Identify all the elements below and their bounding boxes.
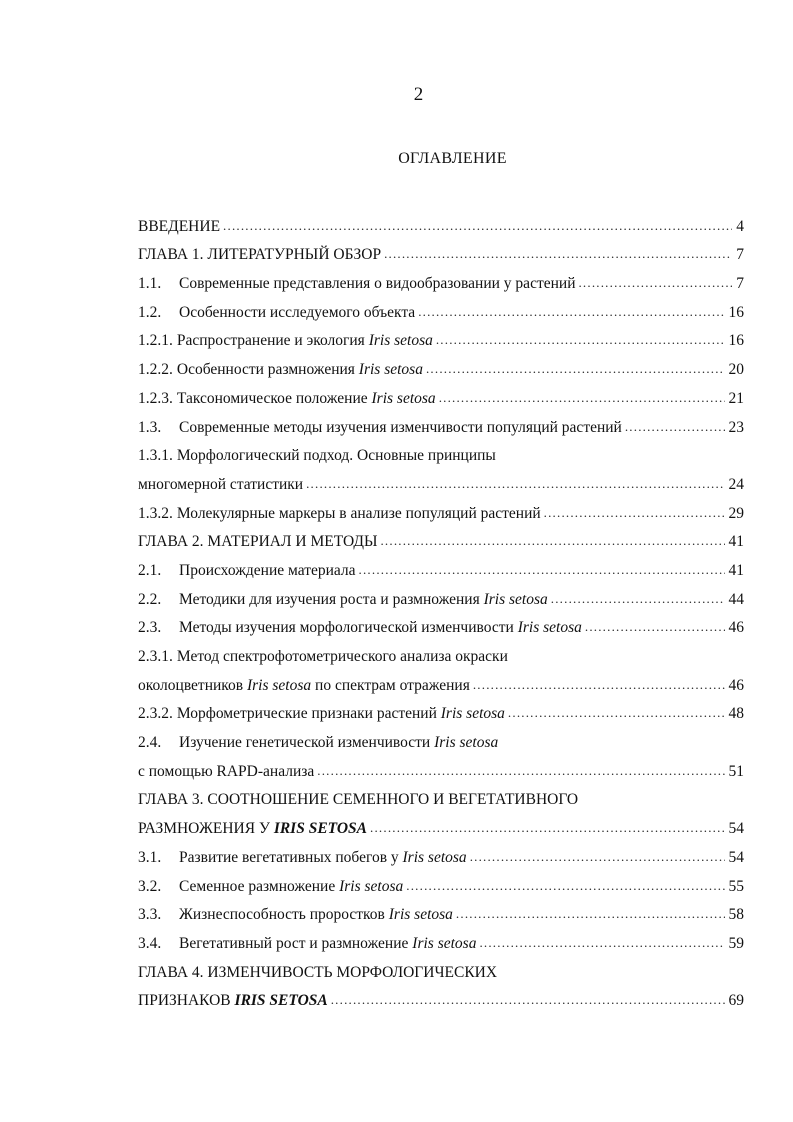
toc-entry-page: 46: [728, 619, 744, 637]
toc-entry-text: [138, 934, 479, 954]
toc-entry-title-text: Таксономическое положение: [176, 389, 372, 407]
toc-entry-number: 1.2.1.: [138, 332, 173, 350]
toc-leader-dots: [406, 876, 724, 897]
toc-entry-text: [138, 475, 306, 495]
toc-entry-text: [138, 360, 426, 380]
toc-entry-page: 48: [728, 705, 744, 723]
toc-entry: [138, 610, 744, 639]
toc-leader-dots: [384, 244, 732, 265]
toc-entry-title-text: ГЛАВА 1. ЛИТЕРАТУРНЫЙ ОБЗОР: [138, 246, 382, 264]
toc-entry-number: 1.3.1.: [138, 447, 173, 465]
toc-entry: [138, 925, 744, 954]
toc-entry-page: 29: [728, 504, 744, 522]
toc-entry-text: [138, 446, 499, 466]
toc-entry: [138, 524, 744, 553]
toc-entry-text: [138, 877, 406, 897]
toc-leader-dots: [426, 359, 725, 380]
toc-entry-number: 1.3.: [138, 418, 162, 436]
toc-entry-title-text: Молекулярные маркеры в анализе популяций растений: [176, 504, 541, 522]
toc-entry: [138, 208, 744, 237]
toc-entry-page: 21: [728, 389, 744, 407]
toc-entry-text: [138, 991, 331, 1011]
toc-entry-species: Iris setosa: [517, 619, 582, 637]
toc-entry-title: [179, 849, 467, 866]
toc-entry: [138, 237, 744, 266]
table-of-contents: [138, 208, 744, 1011]
toc-leader-dots: [359, 560, 725, 581]
toc-entry-page: 46: [728, 676, 744, 694]
toc-entry-page: 59: [728, 934, 744, 952]
toc-entry-title-text: Изучение генетической изменчивости: [179, 734, 435, 752]
toc-entry-text: [138, 418, 625, 438]
toc-entry-title: [138, 820, 367, 837]
toc-entry-number: 2.4.: [138, 734, 162, 752]
toc-entry-species: Iris setosa: [371, 389, 436, 407]
toc-entry-title-text: Распространение и экология: [176, 332, 369, 350]
toc-entry: [138, 438, 744, 467]
toc-entry-title: [138, 533, 377, 550]
toc-entry-text: [138, 217, 223, 237]
toc-entry-text: [138, 762, 317, 782]
toc-entry-species: Iris setosa: [440, 705, 505, 723]
toc-entry: [138, 667, 744, 696]
toc-entry: [138, 552, 744, 581]
toc-entry-title: [177, 705, 505, 722]
toc-entry-page: 69: [728, 992, 744, 1010]
toc-entry-title: [177, 361, 423, 378]
toc-entry: [138, 466, 744, 495]
toc-entry-number: 2.3.1.: [138, 648, 173, 665]
toc-entry-title: [179, 906, 453, 923]
toc-entry: [138, 954, 744, 983]
toc-leader-dots: [370, 818, 724, 839]
toc-entry-title-text: Особенности исследуемого объекта: [179, 303, 416, 321]
toc-entry-title-text: Жизнеспособность проростков: [179, 906, 389, 924]
toc-entry-species: IRIS SETOSA: [234, 992, 328, 1010]
toc-entry-text: [138, 331, 436, 351]
toc-entry-text: [138, 963, 500, 983]
toc-entry-title: [179, 619, 582, 636]
toc-entry-title-text: Современные представления о видообразовании у растений: [179, 275, 576, 293]
toc-entry-title: [138, 677, 470, 694]
toc-entry-number: 3.4.: [138, 934, 162, 952]
toc-entry: [138, 323, 744, 352]
toc-entry-species: Iris setosa: [402, 848, 467, 866]
toc-entry-text: [138, 245, 384, 265]
toc-entry-title-text: Морфологический подход. Основные принципы: [176, 447, 496, 465]
toc-entry-text: [138, 733, 501, 753]
toc-entry-text: [138, 676, 473, 696]
toc-entry-number: 1.1.: [138, 275, 162, 293]
toc-entry-page: 4: [736, 217, 744, 235]
toc-entry-title-text: ГЛАВА 2. МАТЕРИАЛ И МЕТОДЫ: [138, 533, 378, 551]
toc-entry-number: 1.2.2.: [138, 361, 173, 379]
toc-entry-title: [177, 505, 541, 522]
toc-entry-title-text: Морфометрические признаки растений: [176, 705, 441, 723]
toc-entry-title: [179, 562, 356, 579]
toc-entry-text: [138, 618, 585, 638]
toc-entry-title-text: Особенности размножения: [176, 361, 359, 379]
toc-entry-species: Iris setosa: [412, 934, 477, 952]
toc-entry-title: [177, 447, 496, 464]
toc-entry-number: 3.1.: [138, 848, 162, 866]
toc-entry-title-text: Семенное размножение: [179, 877, 340, 895]
toc-entry-text: [138, 561, 359, 581]
toc-entry-title: [138, 218, 220, 235]
toc-entry-text: [138, 819, 370, 839]
toc-entry: [138, 897, 744, 926]
toc-entry-species: IRIS SETOSA: [273, 820, 368, 838]
toc-entry-text: [138, 704, 508, 724]
toc-title: ОГЛАВЛЕНИЕ: [398, 150, 507, 167]
toc-leader-dots: [544, 503, 725, 524]
toc-leader-dots: [306, 474, 724, 495]
toc-entry-page: 44: [728, 590, 744, 608]
toc-entry-species: Iris setosa: [246, 676, 312, 694]
toc-entry-text: [138, 504, 544, 524]
toc-entry: [138, 810, 744, 839]
toc-entry-title-text: Развитие вегетативных побегов у: [179, 848, 403, 866]
toc-entry-number: 3.2.: [138, 877, 162, 895]
toc-entry-page: 16: [728, 303, 744, 321]
toc-leader-dots: [578, 273, 732, 294]
toc-entry: [138, 638, 744, 667]
toc-entry-page: 51: [728, 762, 744, 780]
toc-entry-title: [138, 763, 314, 780]
toc-entry-page: 7: [736, 246, 744, 264]
toc-entry-title: [179, 935, 476, 952]
toc-entry-number: 1.2.3.: [138, 389, 173, 407]
toc-entry-title-text: с помощью RAPD-анализа: [138, 762, 315, 780]
toc-entry: [138, 983, 744, 1012]
toc-entry-title-text: ВВЕДЕНИЕ: [138, 217, 221, 235]
toc-entry-title: [138, 246, 381, 263]
toc-entry-species: Iris setosa: [368, 332, 433, 350]
toc-entry: [138, 351, 744, 380]
toc-entry-title: [177, 390, 436, 407]
toc-leader-dots: [436, 330, 725, 351]
toc-entry-page: 7: [736, 275, 744, 293]
toc-leader-dots: [439, 388, 725, 409]
toc-entry-species: Iris setosa: [388, 906, 453, 924]
toc-entry-text: [138, 790, 581, 810]
toc-entry-text: [138, 532, 380, 552]
toc-entry-title-text: многомерной статистики: [138, 475, 304, 493]
toc-entry: [138, 265, 744, 294]
toc-entry-page: 55: [728, 877, 744, 895]
toc-entry-text: [138, 274, 578, 294]
toc-entry-text: [138, 303, 418, 323]
toc-entry: [138, 839, 744, 868]
toc-entry: [138, 409, 744, 438]
toc-entry-number: 2.2.: [138, 590, 162, 608]
toc-entry-number: 2.1.: [138, 561, 162, 579]
toc-leader-dots: [479, 933, 724, 954]
toc-entry-title: [179, 419, 622, 436]
toc-entry-page: 41: [728, 561, 744, 579]
toc-entry-page: 41: [728, 533, 744, 551]
toc-entry: [138, 868, 744, 897]
toc-entry-title: [179, 591, 548, 608]
toc-entry-title-text: Происхождение материала: [179, 561, 356, 579]
toc-entry-page: 23: [728, 418, 744, 436]
toc-entry-text: [138, 590, 551, 610]
toc-leader-dots: [625, 417, 725, 438]
toc-entry-title: [177, 648, 508, 665]
toc-entry-title-suffix: по спектрам отражения: [311, 676, 470, 694]
toc-entry-text: [138, 389, 439, 409]
toc-entry-title-text: Методики для изучения роста и размножения: [179, 590, 484, 608]
toc-entry-title-text: ПРИЗНАКОВ: [138, 992, 235, 1010]
toc-entry-title-text: Методы изучения морфологической изменчивости: [179, 619, 518, 637]
toc-entry-title-text: ГЛАВА 3. СООТНОШЕНИЕ СЕМЕННОГО И ВЕГЕТАТИВНОГО: [138, 791, 579, 809]
toc-entry-title: [138, 791, 578, 808]
toc-leader-dots: [508, 703, 725, 724]
toc-leader-dots: [418, 302, 724, 323]
toc-entry: [138, 581, 744, 610]
toc-entry-text: [138, 848, 470, 868]
toc-entry-title: [179, 878, 403, 895]
toc-entry-title: [138, 964, 497, 981]
toc-leader-dots: [473, 675, 725, 696]
toc-entry-page: 20: [728, 361, 744, 379]
toc-entry-title: [138, 992, 328, 1009]
toc-entry-text: [138, 905, 456, 925]
toc-entry-species: Iris setosa: [358, 361, 423, 379]
toc-leader-dots: [331, 990, 725, 1011]
page-number: 2: [413, 84, 424, 105]
toc-entry-title-text: Вегетативный рост и размножение: [179, 934, 413, 952]
toc-leader-dots: [551, 589, 725, 610]
toc-entry: [138, 753, 744, 782]
toc-entry: [138, 380, 744, 409]
toc-entry-number: 3.3.: [138, 906, 162, 924]
toc-entry-title-text: ГЛАВА 4. ИЗМЕНЧИВОСТЬ МОРФОЛОГИЧЕСКИХ: [138, 963, 498, 981]
toc-entry-title: [179, 304, 415, 321]
toc-entry-title: [179, 734, 498, 751]
toc-entry-species: Iris setosa: [434, 734, 499, 752]
toc-entry-text: [138, 647, 511, 667]
toc-entry-title-text: Метод спектрофотометрического анализа окраски: [176, 648, 508, 665]
toc-entry-page: 54: [728, 848, 744, 866]
toc-leader-dots: [470, 847, 725, 868]
toc-entry: [138, 782, 744, 811]
toc-leader-dots: [317, 761, 724, 782]
toc-entry: [138, 495, 744, 524]
toc-entry-page: 24: [728, 475, 744, 493]
toc-entry: [138, 294, 744, 323]
toc-entry: [138, 724, 744, 753]
toc-entry-title: [179, 275, 575, 292]
toc-entry-title: [138, 476, 303, 493]
toc-entry: [138, 696, 744, 725]
toc-entry-number: 1.2.: [138, 303, 162, 321]
toc-leader-dots: [380, 531, 724, 552]
toc-entry-number: 2.3.: [138, 619, 162, 637]
toc-leader-dots: [223, 216, 732, 237]
toc-entry-title-text: РАЗМНОЖЕНИЯ У: [138, 820, 274, 838]
toc-leader-dots: [456, 904, 725, 925]
toc-entry-species: Iris setosa: [483, 590, 548, 608]
toc-entry-page: 54: [728, 820, 744, 838]
toc-entry-title-text: околоцветников: [138, 676, 247, 694]
toc-entry-page: 58: [728, 906, 744, 924]
toc-entry-page: 16: [728, 332, 744, 350]
toc-leader-dots: [585, 617, 725, 638]
toc-entry-number: 2.3.2.: [138, 705, 173, 723]
toc-entry-species: Iris setosa: [339, 877, 404, 895]
toc-entry-number: 1.3.2.: [138, 504, 173, 522]
toc-entry-title-text: Современные методы изучения изменчивости популяций растений: [179, 418, 622, 436]
toc-entry-title: [177, 332, 433, 349]
